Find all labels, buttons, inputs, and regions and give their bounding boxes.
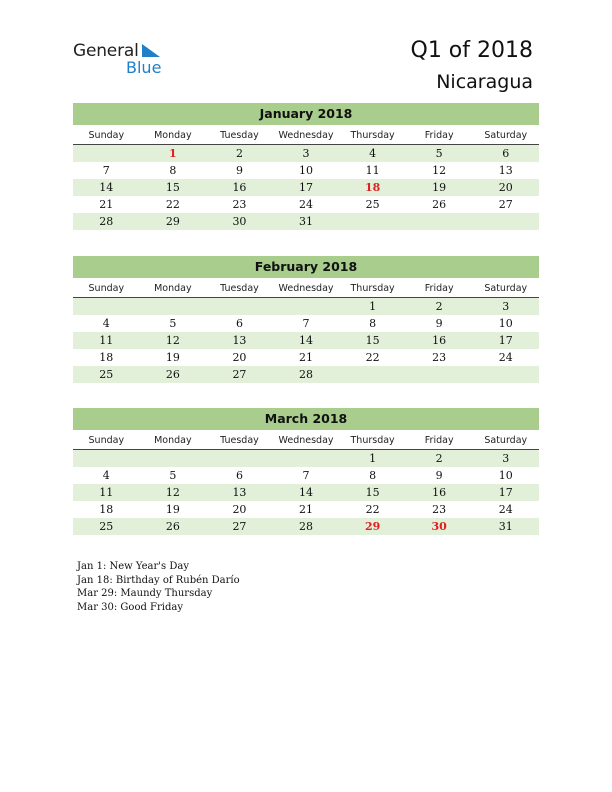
weekday-header [73,127,539,145]
day-cell: 12 [165,334,180,347]
day-cell: 12 [432,164,447,177]
day-cell: 25 [99,368,114,381]
weekday-label: Monday [154,283,192,294]
day-cell: 2 [435,300,443,313]
day-cell: 26 [165,368,180,381]
day-cell [73,145,140,162]
day-cell: 18 [364,181,381,194]
weekday-label: Thursday [350,130,395,141]
week-row [73,179,539,196]
weekday-label: Tuesday [220,435,259,446]
day-cell: 23 [432,351,447,364]
weekday-label: Monday [154,130,192,141]
week-row [73,518,539,535]
logo-flag-icon [140,43,162,59]
day-cell: 19 [432,181,447,194]
day-cell: 4 [369,147,377,160]
day-cell: 14 [99,181,114,194]
month-calendar [73,256,539,383]
day-cell: 6 [235,469,243,482]
weekday-header [73,432,539,450]
page-title: Q1 of 2018 [410,38,533,63]
day-cell: 2 [435,452,443,465]
week-row [73,366,539,383]
day-cell: 23 [232,198,247,211]
day-cell: 27 [232,520,247,533]
day-cell [339,213,406,230]
brand-logo [73,41,173,81]
day-cell: 12 [165,486,180,499]
weekday-header [73,280,539,298]
day-cell: 17 [498,486,513,499]
day-cell: 8 [369,317,377,330]
week-row [73,349,539,366]
weekday-label: Monday [154,435,192,446]
day-cell: 9 [435,469,443,482]
week-row [73,196,539,213]
day-cell: 22 [165,198,180,211]
day-cell: 16 [232,181,247,194]
day-cell: 7 [302,469,310,482]
day-cell: 27 [498,198,513,211]
day-cell: 2 [235,147,243,160]
day-cell: 1 [169,147,177,160]
day-cell [339,366,406,383]
weekday-label: Friday [424,435,454,446]
day-cell: 31 [299,215,314,228]
day-cell: 13 [232,486,247,499]
day-cell: 5 [169,317,177,330]
day-cell [140,450,207,467]
day-cell: 1 [369,452,377,465]
day-cell: 25 [99,520,114,533]
day-cell: 22 [365,503,380,516]
day-cell: 14 [299,334,314,347]
day-cell: 15 [365,334,380,347]
weekday-label: Friday [424,283,454,294]
day-cell: 6 [502,147,510,160]
month-title: March 2018 [73,408,539,430]
day-cell: 4 [102,317,110,330]
holiday-note: Jan 1: New Year's Day [77,561,189,572]
day-cell: 24 [498,503,513,516]
weekday-label: Friday [424,130,454,141]
weekday-label: Thursday [350,435,395,446]
day-cell: 9 [235,164,243,177]
day-cell: 10 [299,164,314,177]
day-cell: 24 [498,351,513,364]
day-cell [406,213,473,230]
week-row [73,501,539,518]
weekday-label: Wednesday [278,435,334,446]
day-cell: 9 [435,317,443,330]
weekday-label: Saturday [484,130,528,141]
day-cell: 11 [99,334,114,347]
day-cell: 13 [232,334,247,347]
month-calendar [73,408,539,535]
day-cell: 20 [232,503,247,516]
day-cell: 19 [165,351,180,364]
day-cell: 3 [302,147,310,160]
weekday-label: Tuesday [220,283,259,294]
day-cell: 13 [498,164,513,177]
week-row [73,145,539,162]
day-cell: 5 [169,469,177,482]
day-cell: 3 [502,452,510,465]
day-cell: 3 [502,300,510,313]
day-cell: 27 [232,368,247,381]
day-cell: 15 [165,181,180,194]
month-title: January 2018 [73,103,539,125]
week-row [73,298,539,315]
holiday-notes [77,560,240,614]
day-cell: 7 [302,317,310,330]
day-cell: 16 [432,334,447,347]
weekday-label: Wednesday [278,130,334,141]
day-cell [472,213,539,230]
day-cell: 8 [369,469,377,482]
day-cell: 16 [432,486,447,499]
day-cell: 28 [299,368,314,381]
day-cell: 10 [498,469,513,482]
day-cell: 21 [299,351,314,364]
day-cell: 30 [431,520,447,533]
day-cell [472,366,539,383]
week-row [73,213,539,230]
day-cell: 20 [232,351,247,364]
logo-text-general: General [73,41,139,61]
day-cell: 19 [165,503,180,516]
weekday-label: Thursday [350,283,395,294]
day-cell: 26 [165,520,180,533]
day-cell: 28 [299,520,314,533]
day-cell [406,366,473,383]
weekday-label: Sunday [88,435,125,446]
day-cell: 21 [99,198,114,211]
month-title: February 2018 [73,256,539,278]
country-name: Nicaragua [436,71,533,93]
day-cell: 7 [102,164,110,177]
weekday-label: Sunday [88,283,125,294]
day-cell [273,450,340,467]
day-cell: 10 [498,317,513,330]
day-cell: 26 [432,198,447,211]
day-cell: 6 [235,317,243,330]
day-cell [273,298,340,315]
weekday-label: Saturday [484,435,528,446]
day-cell: 21 [299,503,314,516]
week-row [73,332,539,349]
day-cell: 22 [365,351,380,364]
day-cell: 20 [498,181,513,194]
day-cell: 8 [169,164,177,177]
day-cell [206,450,273,467]
holiday-note: Mar 29: Maundy Thursday [77,588,213,599]
day-cell: 25 [365,198,380,211]
holiday-note: Jan 18: Birthday of Rubén Darío [77,574,240,586]
day-cell: 31 [498,520,513,533]
day-cell: 15 [365,486,380,499]
day-cell [140,298,207,315]
day-cell: 18 [99,503,114,516]
day-cell: 29 [364,520,381,533]
weekday-label: Saturday [484,283,528,294]
week-row [73,450,539,467]
day-cell: 30 [232,215,247,228]
week-row [73,162,539,179]
day-cell [206,298,273,315]
weekday-label: Wednesday [278,283,334,294]
day-cell [73,450,140,467]
day-cell: 4 [102,469,110,482]
day-cell: 1 [369,300,377,313]
day-cell: 11 [99,486,114,499]
day-cell: 28 [99,215,114,228]
day-cell: 17 [498,334,513,347]
day-cell: 29 [165,215,180,228]
day-cell: 14 [299,486,314,499]
week-row [73,467,539,484]
day-cell: 23 [432,503,447,516]
week-row [73,484,539,501]
day-cell: 11 [365,164,380,177]
week-row [73,315,539,332]
weekday-label: Tuesday [220,130,259,141]
day-cell: 18 [99,351,114,364]
day-cell: 24 [299,198,314,211]
weekday-label: Sunday [88,130,125,141]
day-cell [73,298,140,315]
day-cell: 17 [299,181,314,194]
holiday-note: Mar 30: Good Friday [77,601,183,613]
day-cell: 5 [435,147,443,160]
logo-text-blue: Blue [126,58,162,77]
month-calendar [73,103,539,230]
